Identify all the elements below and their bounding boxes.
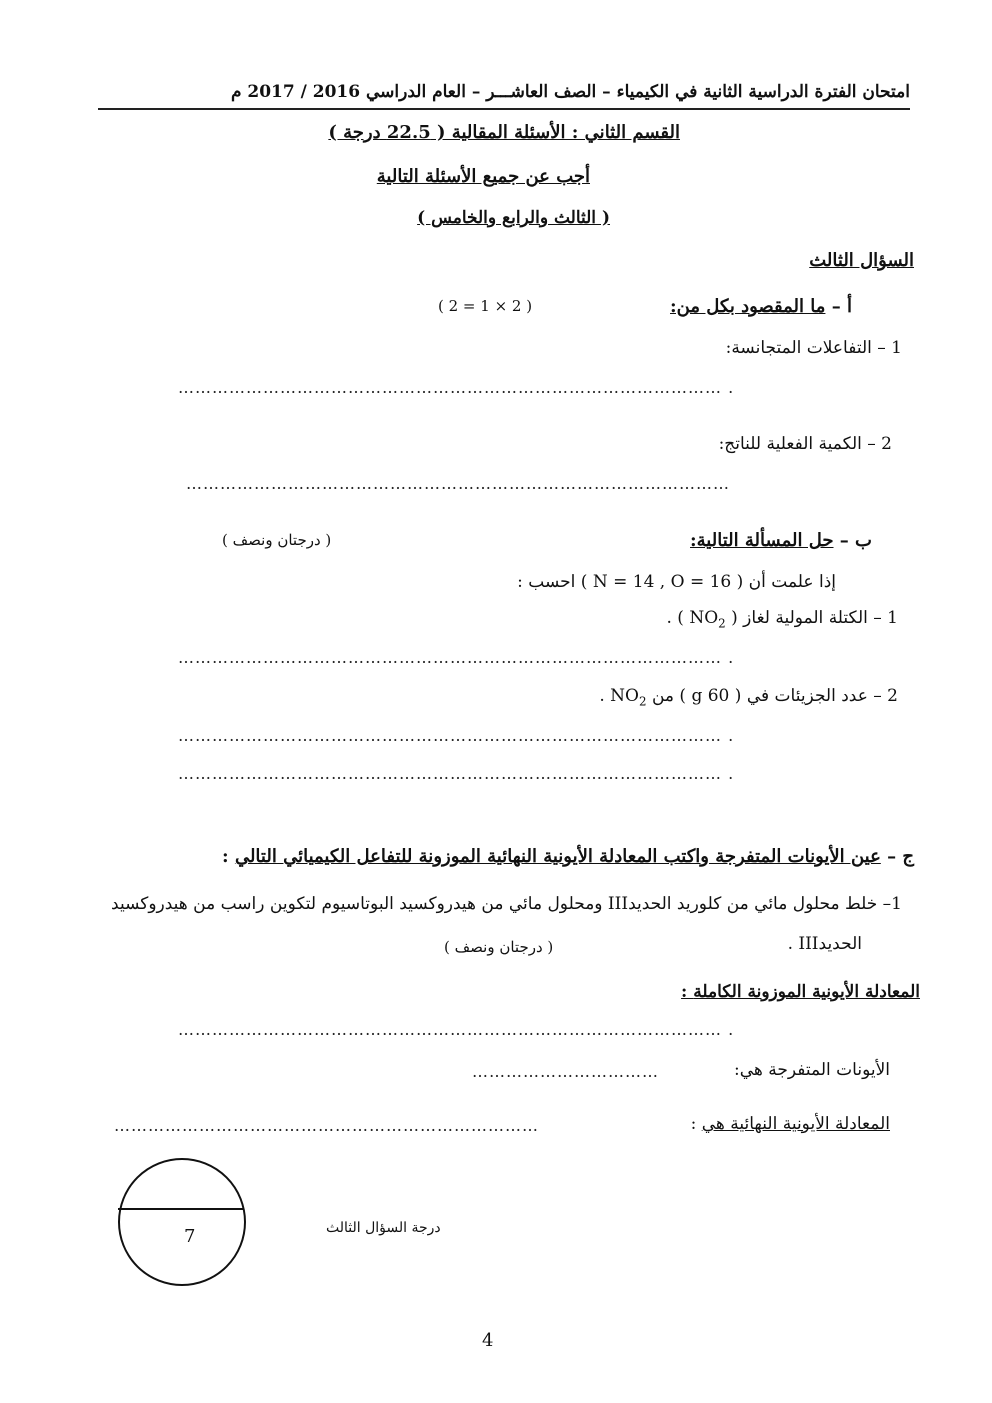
full-equation-label xyxy=(681,982,920,1002)
header-rule xyxy=(98,108,910,110)
score-circle-divider xyxy=(118,1208,244,1210)
net-equation-colon: : xyxy=(690,1114,702,1134)
answer-line-c-full[interactable]: …………………………………………………………………………………… . xyxy=(178,1020,735,1039)
part-a-item-2: 2 – الكمية الفعلية للناتج: xyxy=(718,434,892,454)
full-equation-label-text: المعادلة الأيونية الموزونة الكاملة xyxy=(693,982,920,1002)
part-c-points: ( درجتان ونصف ) xyxy=(444,938,554,956)
given-suffix: ) احسب : xyxy=(517,572,588,592)
part-b-item-1-end: ) . xyxy=(666,608,690,628)
page-number: 4 xyxy=(482,1330,494,1351)
part-a-label: أ – xyxy=(831,296,852,317)
part-c-label: ج – xyxy=(887,846,914,867)
part-b-item-1 xyxy=(667,608,899,630)
part-a-heading-text: ما المقصود بكل من: xyxy=(670,296,826,317)
exam-header: امتحان الفترة الدراسية الثانية في الكيمياء – الصف العاشـــر – العام الدراسي 2016 / 2017 م xyxy=(230,82,910,102)
part-c-heading xyxy=(222,846,914,867)
section-title: القسم الثاني : الأسئلة المقالية ( 22.5 درجة ) xyxy=(328,122,680,143)
score-label: درجة السؤال الثالث xyxy=(326,1220,441,1236)
part-b-points: ( درجتان ونصف ) xyxy=(222,531,332,549)
part-b-label: ب – xyxy=(839,530,872,551)
part-a-item-1: 1 – التفاعلات المتجانسة: xyxy=(725,338,902,358)
answer-line-net[interactable]: ………………………………………………………………… xyxy=(114,1116,539,1135)
given-prefix: إذا علمت أن ( xyxy=(736,572,836,592)
answer-line-spectators[interactable]: …………………………… xyxy=(472,1062,659,1081)
answer-line-b3[interactable]: …………………………………………………………………………………… . xyxy=(178,764,735,783)
answer-line-a2[interactable]: …………………………………………………………………………………… xyxy=(186,474,730,493)
part-c-line-2: الحديدIII . xyxy=(787,934,862,954)
questions-note: ( الثالث والرابع والخامس ) xyxy=(417,208,610,228)
part-a-heading xyxy=(670,296,852,317)
score-total: 7 xyxy=(184,1226,196,1247)
part-c-heading-text: عين الأيونات المتفرجة واكتب المعادلة الأيونية النهائية الموزونة للتفاعل الكيميائي التالي xyxy=(234,846,881,867)
part-c-line-1: 1– خلط محلول مائي من كلوريد الحديدIII ومحلول مائي من هيدروكسيد البوتاسيوم لتكوين راسب من هيدروكسيد xyxy=(111,894,902,914)
answer-line-b2[interactable]: …………………………………………………………………………………… . xyxy=(178,726,735,745)
part-b-item-1-sub: 2 xyxy=(718,616,726,631)
part-b-item-2 xyxy=(599,686,898,708)
net-equation-label xyxy=(691,1114,890,1134)
answer-line-b1[interactable]: …………………………………………………………………………………… . xyxy=(178,648,735,667)
full-equation-colon: : xyxy=(681,982,694,1002)
part-b-given xyxy=(517,572,836,592)
part-b-item-2-end: . xyxy=(599,686,611,706)
score-circle xyxy=(118,1158,246,1286)
part-b-heading-text: حل المسألة التالية: xyxy=(690,530,834,551)
part-a-points: ( 2 = 1 × 2 ) xyxy=(438,297,533,315)
section-instruction: أجب عن جميع الأسئلة التالية xyxy=(376,166,590,187)
answer-line-a1[interactable]: …………………………………………………………………………………… . xyxy=(178,378,735,397)
part-b-item-2-sub: 2 xyxy=(638,694,647,709)
net-equation-label-text: المعادلة الأيونية النهائية هي xyxy=(701,1114,890,1134)
given-values: N = 14 , O = 16 xyxy=(592,572,732,592)
part-c-heading-end: : xyxy=(222,846,235,867)
part-b-heading xyxy=(690,530,872,551)
part-b-item-1-text: 1 – الكتلة المولية لغاز ( NO xyxy=(689,608,898,628)
part-b-item-2-text: 2 – عدد الجزيئات في ( 60 g ) من NO xyxy=(610,686,898,706)
question3-title: السؤال الثالث xyxy=(809,250,914,271)
spectators-label: الأيونات المتفرجة هي: xyxy=(734,1060,890,1080)
